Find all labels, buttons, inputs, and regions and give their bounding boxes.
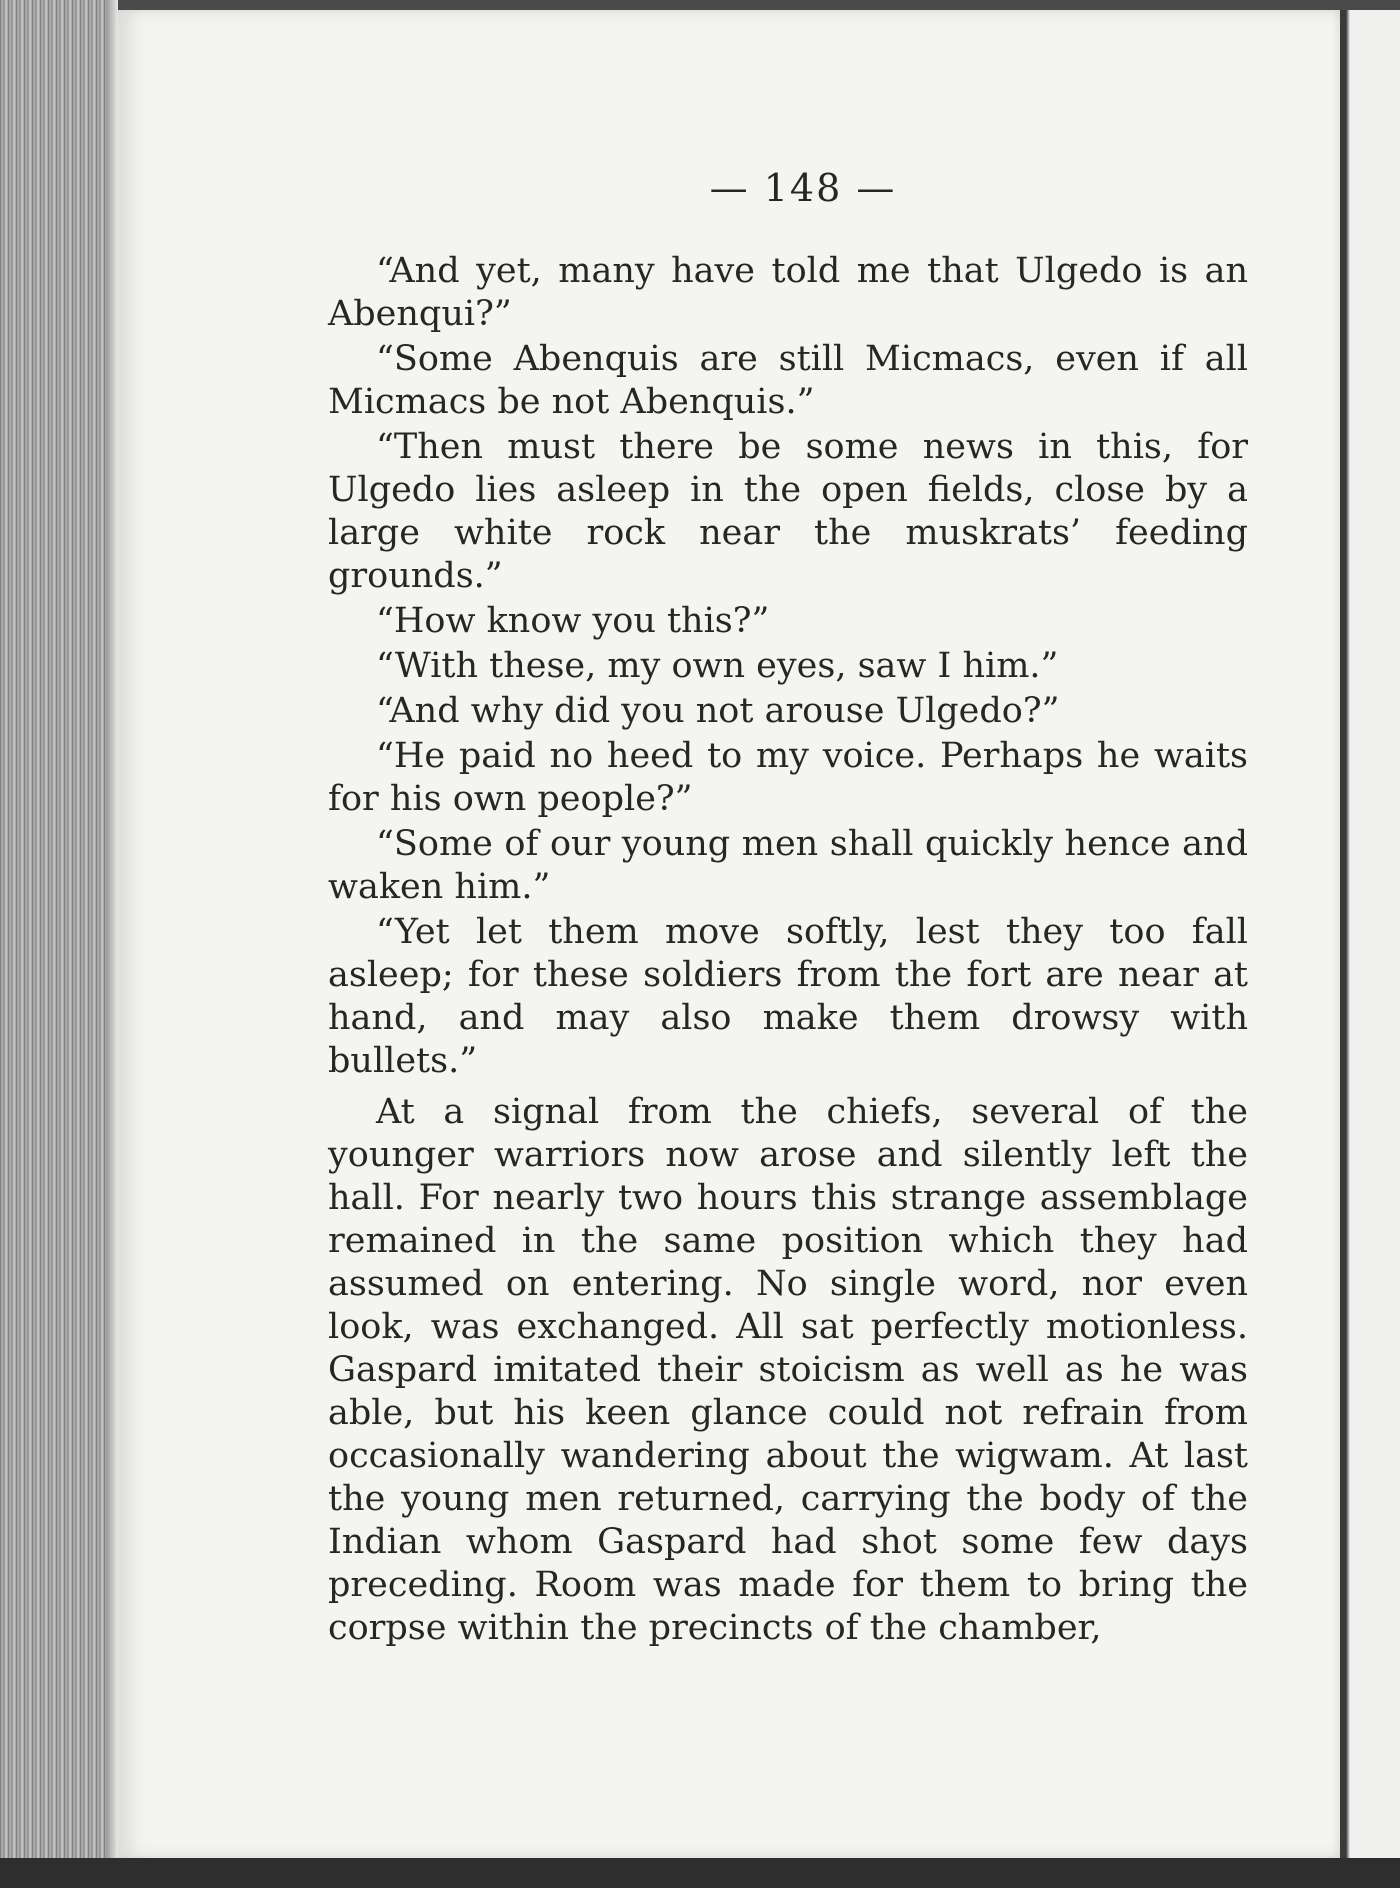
page-stack-edge bbox=[0, 0, 118, 1888]
paragraph: “And why did you not arouse Ulgedo?” bbox=[376, 691, 1060, 731]
scan-background bbox=[0, 1858, 1400, 1888]
paragraph: “With these, my own eyes, saw I him.” bbox=[376, 646, 1059, 686]
page-number: — 148 — bbox=[709, 166, 897, 210]
paragraph: “How know you this?” bbox=[376, 601, 770, 641]
paragraph: “Then must there be some news in this, for Ulgedo lies asleep in the open fields, close by a large white rock near the muskrats’ feeding grounds.” bbox=[328, 427, 1248, 596]
paragraph: “Yet let them move softly, lest they too fall asleep; for these soldiers from the fort are near at hand, and may also make them drowsy with bullets.” bbox=[328, 912, 1248, 1081]
facing-page-edge bbox=[1340, 10, 1400, 1858]
paragraph: “He paid no heed to my voice. Perhaps he waits for his own people?” bbox=[328, 736, 1248, 819]
paragraph: At a signal from the chiefs, several of the younger warriors now arose and silently left the hall. For nearly two hours this strange assemblage remained in the same position which they had assumed on entering. No single word, nor even look, was exchanged. All sat perfectly motionless. Gaspard imitated their stoicism as well as he was able, but his keen glance could not refrain from occasionally wandering about the wigwam. At last the young men returned, carrying the body of the Indian whom Gaspard had shot some few days preceding. Room was made for them to bring the corpse within the precincts of the chamber, bbox=[328, 1092, 1248, 1648]
paragraph: “Some Abenquis are still Micmacs, even if all Micmacs be not Abenquis.” bbox=[328, 339, 1248, 422]
page-text bbox=[328, 166, 1248, 1650]
paragraph: “Some of our young men shall quickly hence and waken him.” bbox=[328, 824, 1248, 907]
paragraph: “And yet, many have told me that Ulgedo is an Abenqui?” bbox=[328, 251, 1248, 334]
